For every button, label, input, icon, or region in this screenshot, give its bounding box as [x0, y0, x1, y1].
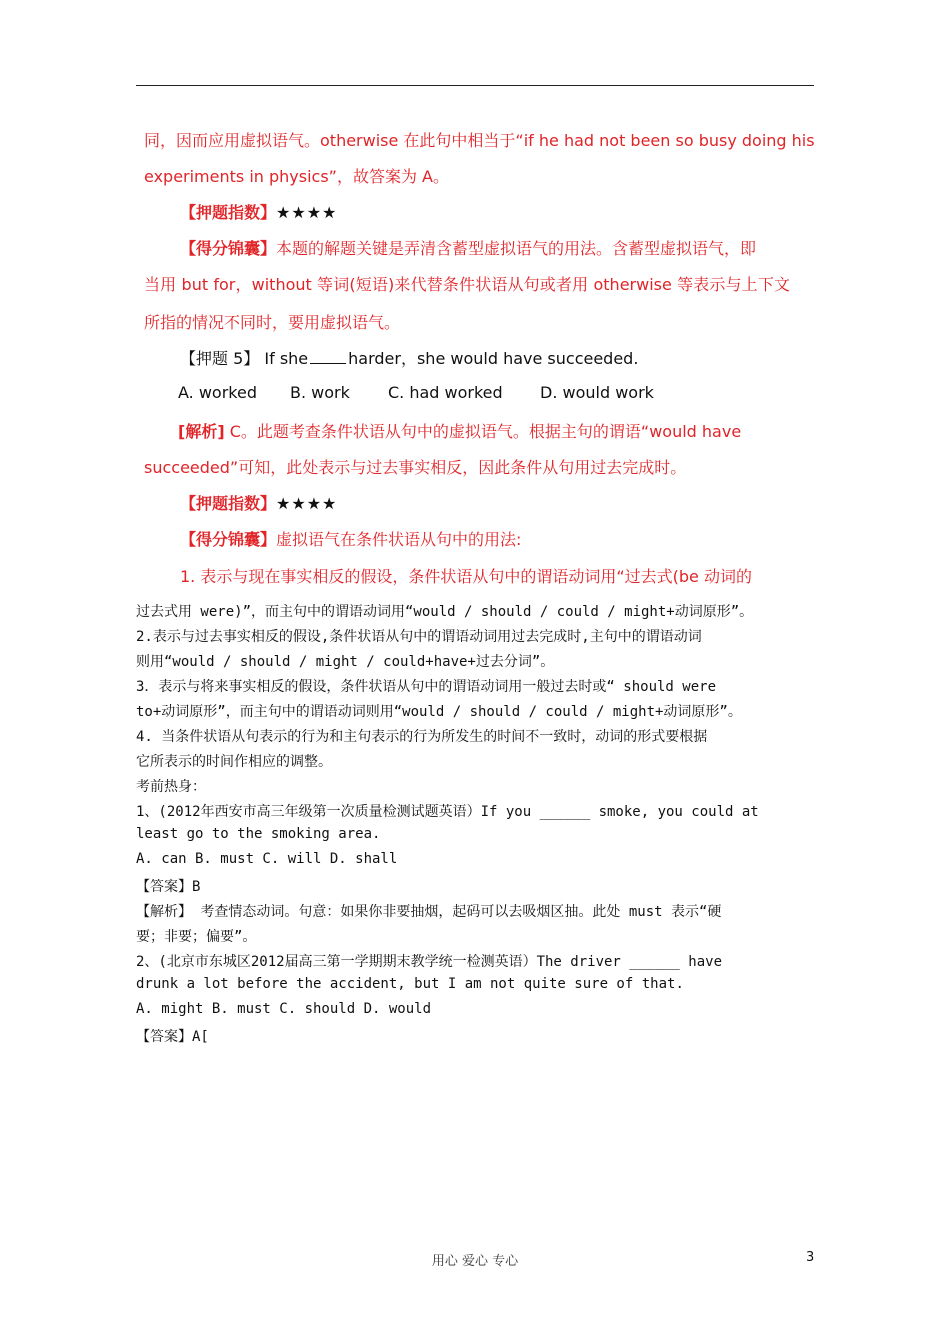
- option-b: B. work: [290, 383, 350, 402]
- rating-label-2: 【押题指数】: [180, 494, 277, 513]
- exercise-1-analysis-2: 要；非要；偏要”。: [136, 929, 257, 945]
- page-number: 3: [806, 1250, 815, 1265]
- tip-text-2: 虚拟语气在条件状语从句中的用法:: [276, 530, 522, 549]
- analysis-label: [解析]: [178, 422, 225, 441]
- analysis-text: C。此题考查条件状语从句中的虚拟语气。根据主句的谓语“would have: [229, 422, 742, 441]
- option-c: C. had worked: [388, 383, 503, 402]
- exercise-1-options: A. can B. must C. will D. shall: [136, 851, 398, 867]
- exercise-1-answer: 【答案】B: [136, 879, 201, 895]
- rating-label: 【押题指数】: [180, 203, 277, 222]
- paragraph-2a: 2.表示与过去事实相反的假设,条件状语从句中的谓语动词用过去完成时,主句中的谓语动词: [136, 629, 702, 645]
- question-5: [180, 346, 638, 369]
- rating-stars-2: ★★★★: [276, 494, 338, 513]
- analysis-line-1: 同，因而应用虚拟语气。otherwise 在此句中相当于“if he had not been so busy doing his: [144, 131, 815, 150]
- paragraph-3a: 3．表示与将来事实相反的假设，条件状语从句中的谓语动词用一般过去时或“ should were: [136, 679, 716, 695]
- question-pre: If she: [264, 349, 309, 368]
- tip-line-3: 所指的情况不同时，要用虚拟语气。: [144, 313, 401, 332]
- tip-text: 本题的解题关键是弄清含蓄型虚拟语气的用法。含蓄型虚拟语气，即: [276, 239, 757, 258]
- paragraph-4b: 它所表示的时间作相应的调整。: [136, 754, 332, 770]
- exercise-1-line-2: least go to the smoking area.: [136, 826, 381, 842]
- analysis-line-b: succeeded”可知，此处表示与过去事实相反，因此条件从句用过去完成时。: [144, 458, 687, 477]
- tip-line-2: 当用 but for，without 等词(短语)来代替条件状语从句或者用 otherwise 等表示与上下文: [144, 275, 790, 294]
- exercise-2-options: A. might B. must C. should D. would: [136, 1001, 432, 1017]
- exercise-2-line-2: drunk a lot before the accident, but I am not quite sure of that.: [136, 976, 684, 992]
- paragraph-2b: 则用“would / should / might / could+have+过去分词”。: [136, 654, 555, 670]
- rating-row-1: [180, 200, 337, 223]
- rating-stars: ★★★★: [276, 203, 338, 222]
- question-post: harder，she would have succeeded.: [348, 349, 639, 368]
- paragraph-4a: 4. 当条件状语从句表示的行为和主句表示的行为所发生的时间不一致时，动词的形式要根据: [136, 729, 708, 745]
- option-a: A. worked: [178, 383, 257, 402]
- tip-row-1: [180, 236, 790, 259]
- exercise-2-answer: 【答案】A[: [136, 1029, 209, 1045]
- tip-row-2: [180, 527, 521, 550]
- question-label: 【押题 5】: [180, 349, 260, 368]
- analysis-row: [178, 419, 790, 442]
- tip-label: 【得分锦囊】: [180, 239, 277, 258]
- exercise-1-line-1: 1、(2012年西安市高三年级第一次质量检测试题英语）If you ______ smoke, you could at: [136, 804, 759, 820]
- paragraph-3b: to+动词原形”，而主句中的谓语动词则用“would / should / could / might+动词原形”。: [136, 704, 742, 720]
- question-blank: [310, 363, 346, 364]
- warmup-heading: 考前热身：: [136, 779, 206, 795]
- rating-row-2: [180, 491, 337, 514]
- header-rule: [136, 85, 814, 86]
- exercise-2-line-1: 2、(北京市东城区2012届高三第一学期期末教学统一检测英语）The driver ______ have: [136, 954, 723, 970]
- tip-label-2: 【得分锦囊】: [180, 530, 277, 549]
- question-5-options: [178, 383, 654, 402]
- rule-1: 1. 表示与现在事实相反的假设，条件状语从句中的谓语动词用“过去式(be 动词的: [180, 567, 752, 586]
- option-d: D. would work: [540, 383, 654, 402]
- page-footer: 用心 爱心 专心: [431, 1254, 519, 1269]
- paragraph-1: 过去式用 were)”，而主句中的谓语动词用“would / should / could / might+动词原形”。: [136, 604, 754, 620]
- exercise-1-analysis-1: 【解析】 考查情态动词。句意：如果你非要抽烟，起码可以去吸烟区抽。此处 must 表示“硬: [136, 904, 722, 920]
- analysis-line-2: experiments in physics”，故答案为 A。: [144, 167, 449, 186]
